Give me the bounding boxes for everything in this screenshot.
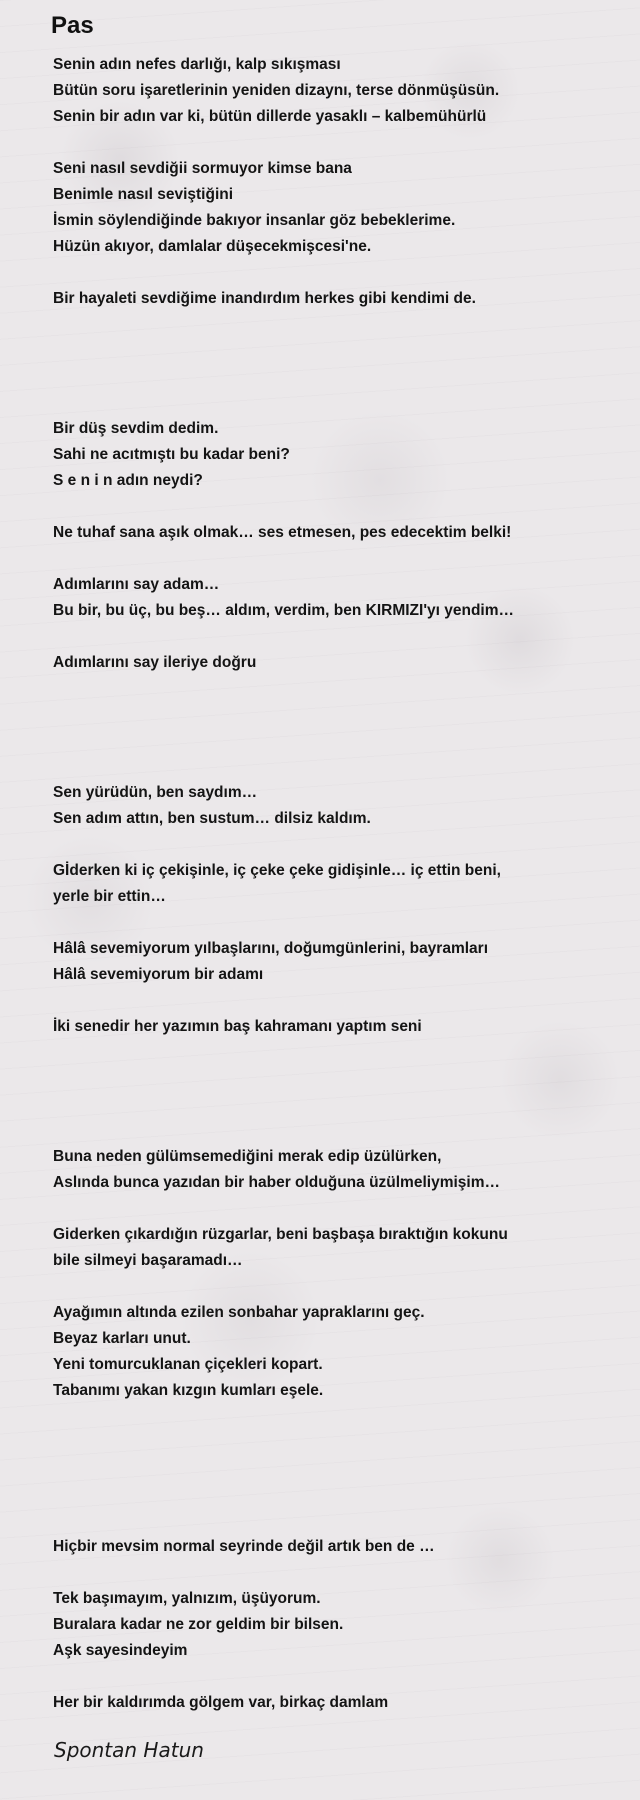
poem-line: Aşk sayesindeyim xyxy=(53,1642,188,1659)
stanza-break xyxy=(53,1040,623,1066)
stanza-break xyxy=(53,130,623,156)
poem-line: Hâlâ sevemiyorum yılbaşlarını, doğumgünlerini, bayramları xyxy=(53,940,489,957)
poem-line: Sen adım attın, ben sustum… dilsiz kaldım. xyxy=(53,810,371,827)
poem-line: Bütün soru işaretlerinin yeniden dizaynı, terse dönmüşüsün. xyxy=(53,82,500,99)
poem-line: Ne tuhaf sana aşık olmak… ses etmesen, pes edecektim belki! xyxy=(53,524,512,541)
stanza-break xyxy=(53,1456,623,1482)
stanza-break xyxy=(53,832,623,858)
stanza-break xyxy=(53,260,623,286)
stanza-break xyxy=(53,390,623,416)
poem-line: Seni nasıl sevdiğii sormuyor kimse bana xyxy=(53,160,352,177)
poem-line: Hâlâ sevemiyorum bir adamı xyxy=(53,966,264,983)
stanza-break xyxy=(53,364,623,390)
poem-line: Adımlarını say ileriye doğru xyxy=(53,654,257,671)
stanza-break xyxy=(53,1092,623,1118)
poem-line: Bir düş sevdim dedim. xyxy=(53,420,219,437)
poem-line: Adımlarını say adam… xyxy=(53,576,220,593)
poem-line: Giderken çıkardığın rüzgarlar, beni başbaşa bıraktığın kokunu xyxy=(53,1226,508,1243)
poem-line: Hiçbir mevsim normal seyrinde değil artık ben de … xyxy=(53,1538,435,1555)
poem-line: Senin adın nefes darlığı, kalp sıkışması xyxy=(53,56,341,73)
stanza-break xyxy=(53,1508,623,1534)
poem-body xyxy=(53,52,623,1716)
poem-line: Beyaz karları unut. xyxy=(53,1330,191,1347)
poem-line: Gİderken ki iç çekişinle, iç çeke çeke gidişinle… iç ettin beni, xyxy=(53,862,501,879)
poem-line: Ayağımın altında ezilen sonbahar yapraklarını geç. xyxy=(53,1304,425,1321)
stanza-break xyxy=(53,702,623,728)
stanza-break xyxy=(53,676,623,702)
stanza-break xyxy=(53,546,623,572)
poem-line: Sahi ne acıtmıştı bu kadar beni? xyxy=(53,446,290,463)
poem-line: Tabanımı yakan kızgın kumları eşele. xyxy=(53,1382,324,1399)
poem-line: bile silmeyi başaramadı… xyxy=(53,1252,243,1269)
poem-line: Yeni tomurcuklanan çiçekleri kopart. xyxy=(53,1356,323,1373)
poem-line: S e n i n adın neydi? xyxy=(53,472,203,489)
poem-line: Hüzün akıyor, damlalar düşecekmişcesi'ne. xyxy=(53,238,372,255)
poem-title: Pas xyxy=(51,12,94,39)
stanza-break xyxy=(53,1066,623,1092)
stanza-break xyxy=(53,312,623,338)
stanza-break xyxy=(53,1560,623,1586)
stanza-break xyxy=(53,910,623,936)
poem-line: Tek başımayım, yalnızım, üşüyorum. xyxy=(53,1590,321,1607)
poem-line: Bu bir, bu üç, bu beş… aldım, verdim, ben KIRMIZI'yı yendim… xyxy=(53,602,515,619)
poem-line: Her bir kaldırımda gölgem var, birkaç damlam xyxy=(53,1694,389,1711)
stanza-break xyxy=(53,1118,623,1144)
stanza-break xyxy=(53,1664,623,1690)
stanza-break xyxy=(53,1482,623,1508)
stanza-break xyxy=(53,1430,623,1456)
author-signature: Spontan Hatun xyxy=(54,1738,204,1762)
poem-line: İsmin söylendiğinde bakıyor insanlar göz bebeklerime. xyxy=(53,212,456,229)
poem-line: Buralara kadar ne zor geldim bir bilsen. xyxy=(53,1616,344,1633)
stanza-break xyxy=(53,1274,623,1300)
poem-line: Benimle nasıl seviştiğini xyxy=(53,186,234,203)
stanza-break xyxy=(53,754,623,780)
poem-line: Buna neden gülümsemediğini merak edip üzülürken, xyxy=(53,1148,442,1165)
poem-line: Sen yürüdün, ben saydım… xyxy=(53,784,258,801)
poem-line: Bir hayaleti sevdiğime inandırdım herkes gibi kendimi de. xyxy=(53,290,476,307)
stanza-break xyxy=(53,494,623,520)
poem-line: İki senedir her yazımın baş kahramanı yaptım seni xyxy=(53,1018,422,1035)
poem-line: Senin bir adın var ki, bütün dillerde yasaklı – kalbemühürlü xyxy=(53,108,487,125)
stanza-break xyxy=(53,624,623,650)
poem-line: yerle bir ettin… xyxy=(53,888,166,905)
stanza-break xyxy=(53,988,623,1014)
stanza-break xyxy=(53,1404,623,1430)
stanza-break xyxy=(53,1196,623,1222)
poem-line: Aslında bunca yazıdan bir haber olduğuna üzülmeliymişim… xyxy=(53,1174,500,1191)
stanza-break xyxy=(53,338,623,364)
stanza-break xyxy=(53,728,623,754)
